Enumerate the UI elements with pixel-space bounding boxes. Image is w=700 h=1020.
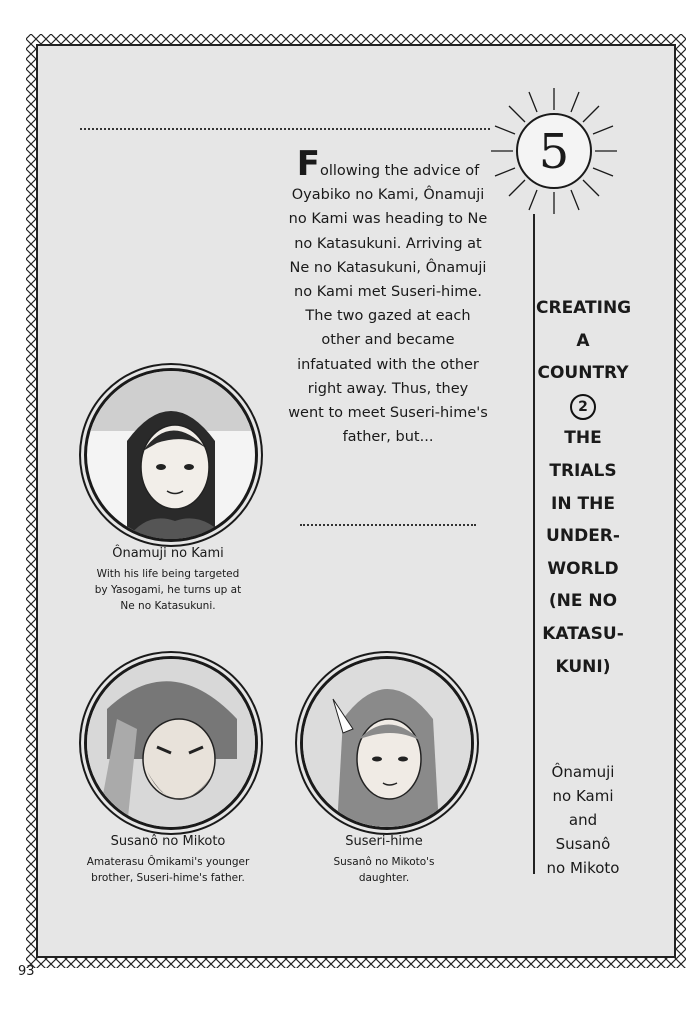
caption-desc-susano [64, 854, 272, 886]
chapter-number: 5 [538, 124, 570, 180]
title-line: CREATING [536, 298, 632, 318]
chapter-sunburst [489, 86, 619, 216]
desc-line: Ne no Katasukuni. [120, 600, 216, 612]
title-line: IN THE [551, 493, 615, 514]
portrait-suseri [300, 656, 474, 830]
chapter-subtitle [536, 760, 630, 880]
subtitle-line: Susanô [555, 835, 611, 853]
desc-line: by Yasogami, he turns up at [94, 584, 242, 596]
suseri-illustration [303, 659, 471, 827]
portrait-onamuji [84, 368, 258, 542]
desc-line: Amaterasu Ômikami's younger [86, 856, 250, 868]
title-line: UNDER- [546, 526, 620, 547]
intro-dotted-rule [300, 524, 476, 526]
title-line: A [576, 330, 590, 351]
intro-paragraph [288, 144, 488, 449]
top-dotted-rule [80, 128, 490, 130]
caption-name-susano: Susanô no Mikoto [110, 834, 226, 849]
title-line: WORLD [547, 558, 619, 579]
onamuji-illustration [87, 371, 255, 539]
desc-line: brother, Suseri-hime's father. [91, 872, 245, 884]
desc-line: With his life being targeted [96, 568, 240, 580]
caption-desc-suseri [290, 854, 478, 886]
subtitle-line: no Kami [552, 787, 614, 805]
title-line: THE [564, 428, 602, 449]
desc-line: daughter. [358, 872, 410, 884]
title-line: TRIALS [549, 460, 617, 481]
title-circled-number: 2 [570, 394, 596, 420]
title-line: COUNTRY [537, 363, 629, 384]
caption-desc-onamuji [64, 566, 272, 614]
subtitle-line: Ônamuji [551, 763, 615, 781]
caption-name-suseri: Suseri-hime [345, 834, 423, 849]
susano-illustration [87, 659, 255, 827]
title-line: KATASU- [542, 623, 624, 644]
caption-name-onamuji: Ônamuji no Kami [112, 546, 224, 561]
title-divider [533, 214, 535, 874]
intro-text: ollowing the advice of Oyabiko no Kami, Ônamuji no Kami was heading to Ne no Katasukuni. Arriving at Ne no Katasukuni, Ônamuji no Kami met Suseri-hime. The two gazed at each other and became infatuated with the other right away. Thus, they went to meet Suseri-hime's father, but... [288, 163, 488, 446]
page-number: 93 [18, 964, 35, 979]
subtitle-line: and [568, 811, 598, 829]
portrait-susano [84, 656, 258, 830]
title-line: (NE NO [548, 591, 618, 612]
drop-cap: F [296, 144, 320, 184]
chapter-title [536, 292, 630, 683]
title-line: KUNI) [555, 656, 611, 677]
subtitle-line: no Mikoto [546, 859, 620, 877]
desc-line: Susanô no Mikoto's [333, 856, 435, 868]
